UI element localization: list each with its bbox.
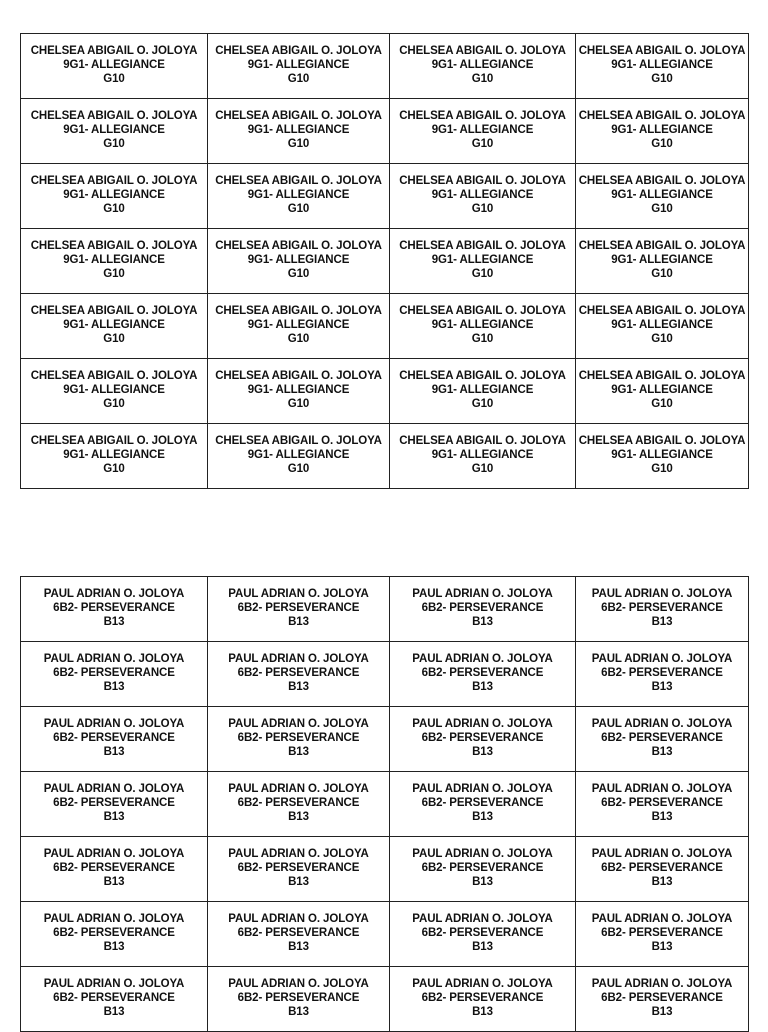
label-section: 9G1- ALLEGIANCE <box>247 319 350 332</box>
label-cell <box>21 642 208 707</box>
label-name: CHELSEA ABIGAIL O. JOLOYA <box>30 110 198 123</box>
label-section: 6B2- PERSEVERANCE <box>601 927 723 940</box>
label-name: CHELSEA ABIGAIL O. JOLOYA <box>30 240 198 253</box>
label-cell <box>208 837 390 902</box>
label-section: 9G1- ALLEGIANCE <box>63 384 165 397</box>
label-code: G10 <box>103 267 125 280</box>
label-cell <box>208 229 390 294</box>
label-name: PAUL ADRIAN O. JOLOYA <box>43 978 185 991</box>
label-cell <box>390 359 576 424</box>
label-name: PAUL ADRIAN O. JOLOYA <box>412 653 553 666</box>
label-section: 9G1- ALLEGIANCE <box>611 124 713 137</box>
label-code: B13 <box>288 940 309 953</box>
label-section: 9G1- ALLEGIANCE <box>247 254 350 267</box>
label-name: PAUL ADRIAN O. JOLOYA <box>591 848 733 861</box>
label-name: PAUL ADRIAN O. JOLOYA <box>412 848 553 861</box>
label-code: B13 <box>288 1005 309 1018</box>
label-code: G10 <box>651 462 673 475</box>
label-cell <box>21 707 208 772</box>
label-section: 9G1- ALLEGIANCE <box>63 319 165 332</box>
label-code: B13 <box>651 875 673 888</box>
label-code: G10 <box>651 332 673 345</box>
label-section: 6B2- PERSEVERANCE <box>601 797 723 810</box>
label-section: 6B2- PERSEVERANCE <box>53 732 175 745</box>
label-name: CHELSEA ABIGAIL O. JOLOYA <box>578 435 746 448</box>
label-section: 6B2- PERSEVERANCE <box>421 992 544 1005</box>
label-section: 6B2- PERSEVERANCE <box>53 927 175 940</box>
label-cell <box>576 359 749 424</box>
label-name: PAUL ADRIAN O. JOLOYA <box>412 913 553 926</box>
label-section: 6B2- PERSEVERANCE <box>237 992 360 1005</box>
label-section: 9G1- ALLEGIANCE <box>431 319 534 332</box>
label-name: CHELSEA ABIGAIL O. JOLOYA <box>399 240 566 253</box>
label-code: B13 <box>288 680 309 693</box>
label-cell <box>390 34 576 99</box>
label-cell <box>208 359 390 424</box>
label-section: 6B2- PERSEVERANCE <box>53 602 175 615</box>
label-grid <box>21 34 749 489</box>
label-code: G10 <box>103 72 125 85</box>
label-code: G10 <box>103 397 125 410</box>
label-section: 6B2- PERSEVERANCE <box>601 667 723 680</box>
label-name: CHELSEA ABIGAIL O. JOLOYA <box>30 175 198 188</box>
label-row <box>21 707 749 772</box>
label-section: 9G1- ALLEGIANCE <box>63 254 165 267</box>
label-name: PAUL ADRIAN O. JOLOYA <box>228 848 369 861</box>
label-section: 9G1- ALLEGIANCE <box>63 449 165 462</box>
label-code: G10 <box>103 137 125 150</box>
label-code: B13 <box>288 875 309 888</box>
label-section: 9G1- ALLEGIANCE <box>611 254 713 267</box>
label-cell <box>390 707 576 772</box>
label-name: CHELSEA ABIGAIL O. JOLOYA <box>399 305 566 318</box>
label-code: G10 <box>287 462 310 475</box>
label-section: 9G1- ALLEGIANCE <box>611 449 713 462</box>
label-code: G10 <box>651 137 673 150</box>
label-code: G10 <box>287 202 310 215</box>
label-section: 9G1- ALLEGIANCE <box>431 124 534 137</box>
label-cell <box>208 577 390 642</box>
label-name: PAUL ADRIAN O. JOLOYA <box>591 653 733 666</box>
label-row <box>21 294 749 359</box>
label-name: CHELSEA ABIGAIL O. JOLOYA <box>30 435 198 448</box>
label-code: G10 <box>651 397 673 410</box>
label-cell <box>390 642 576 707</box>
label-cell <box>576 642 749 707</box>
label-code: G10 <box>651 267 673 280</box>
label-name: PAUL ADRIAN O. JOLOYA <box>412 978 553 991</box>
label-name: PAUL ADRIAN O. JOLOYA <box>591 783 733 796</box>
label-section: 6B2- PERSEVERANCE <box>421 602 544 615</box>
label-name: PAUL ADRIAN O. JOLOYA <box>591 588 733 601</box>
label-cell <box>576 99 749 164</box>
label-row <box>21 34 749 99</box>
label-name: CHELSEA ABIGAIL O. JOLOYA <box>215 240 382 253</box>
label-section: 9G1- ALLEGIANCE <box>247 449 350 462</box>
label-cell <box>21 902 208 967</box>
label-cell <box>21 229 208 294</box>
label-code: G10 <box>103 332 125 345</box>
label-name: CHELSEA ABIGAIL O. JOLOYA <box>578 305 746 318</box>
label-name: CHELSEA ABIGAIL O. JOLOYA <box>30 305 198 318</box>
label-grid <box>21 577 749 1032</box>
label-name: CHELSEA ABIGAIL O. JOLOYA <box>578 370 746 383</box>
label-section: 9G1- ALLEGIANCE <box>247 59 350 72</box>
label-code: B13 <box>651 680 673 693</box>
label-row <box>21 99 749 164</box>
label-row <box>21 359 749 424</box>
label-section: 9G1- ALLEGIANCE <box>431 59 534 72</box>
label-code: B13 <box>288 615 309 628</box>
label-section: 6B2- PERSEVERANCE <box>421 862 544 875</box>
label-code: B13 <box>651 940 673 953</box>
label-name: PAUL ADRIAN O. JOLOYA <box>228 913 369 926</box>
label-section: 6B2- PERSEVERANCE <box>53 797 175 810</box>
label-section: 9G1- ALLEGIANCE <box>431 189 534 202</box>
label-section: 6B2- PERSEVERANCE <box>601 862 723 875</box>
label-code: B13 <box>651 1005 673 1018</box>
label-sheet-chelsea <box>20 33 749 489</box>
label-name: CHELSEA ABIGAIL O. JOLOYA <box>215 305 382 318</box>
label-section: 6B2- PERSEVERANCE <box>421 797 544 810</box>
label-cell <box>390 424 576 489</box>
label-name: PAUL ADRIAN O. JOLOYA <box>591 718 733 731</box>
label-cell <box>208 164 390 229</box>
label-name: CHELSEA ABIGAIL O. JOLOYA <box>399 175 566 188</box>
label-code: G10 <box>287 397 310 410</box>
label-name: CHELSEA ABIGAIL O. JOLOYA <box>215 45 382 58</box>
label-section: 6B2- PERSEVERANCE <box>237 602 360 615</box>
label-code: B13 <box>651 745 673 758</box>
label-cell <box>390 837 576 902</box>
label-section: 6B2- PERSEVERANCE <box>237 927 360 940</box>
label-cell <box>21 294 208 359</box>
label-code: G10 <box>287 72 310 85</box>
label-cell <box>576 424 749 489</box>
label-name: CHELSEA ABIGAIL O. JOLOYA <box>399 370 566 383</box>
label-code: B13 <box>288 745 309 758</box>
label-cell <box>208 294 390 359</box>
label-cell <box>21 359 208 424</box>
label-name: PAUL ADRIAN O. JOLOYA <box>228 653 369 666</box>
label-name: PAUL ADRIAN O. JOLOYA <box>412 588 553 601</box>
label-name: PAUL ADRIAN O. JOLOYA <box>228 718 369 731</box>
label-cell <box>576 837 749 902</box>
label-cell <box>21 99 208 164</box>
label-name: CHELSEA ABIGAIL O. JOLOYA <box>399 110 566 123</box>
label-name: CHELSEA ABIGAIL O. JOLOYA <box>215 175 382 188</box>
label-code: G10 <box>471 267 494 280</box>
label-name: PAUL ADRIAN O. JOLOYA <box>43 653 185 666</box>
label-name: CHELSEA ABIGAIL O. JOLOYA <box>30 370 198 383</box>
label-cell <box>576 967 749 1032</box>
label-name: PAUL ADRIAN O. JOLOYA <box>43 588 185 601</box>
label-code: G10 <box>287 137 310 150</box>
label-code: B13 <box>472 940 493 953</box>
label-name: PAUL ADRIAN O. JOLOYA <box>43 718 185 731</box>
label-row <box>21 772 749 837</box>
label-cell <box>208 772 390 837</box>
label-section: 6B2- PERSEVERANCE <box>601 732 723 745</box>
label-code: B13 <box>472 810 493 823</box>
label-code: B13 <box>103 875 125 888</box>
label-code: G10 <box>471 332 494 345</box>
label-code: G10 <box>287 267 310 280</box>
label-name: CHELSEA ABIGAIL O. JOLOYA <box>578 45 746 58</box>
label-name: CHELSEA ABIGAIL O. JOLOYA <box>215 110 382 123</box>
label-section: 6B2- PERSEVERANCE <box>421 732 544 745</box>
label-cell <box>208 967 390 1032</box>
label-name: PAUL ADRIAN O. JOLOYA <box>228 588 369 601</box>
label-row <box>21 642 749 707</box>
label-code: G10 <box>471 137 494 150</box>
label-row <box>21 577 749 642</box>
label-cell <box>576 34 749 99</box>
label-name: CHELSEA ABIGAIL O. JOLOYA <box>578 110 746 123</box>
label-section: 6B2- PERSEVERANCE <box>53 992 175 1005</box>
label-name: PAUL ADRIAN O. JOLOYA <box>43 783 185 796</box>
label-code: B13 <box>472 1005 493 1018</box>
label-cell <box>21 34 208 99</box>
label-section: 9G1- ALLEGIANCE <box>611 59 713 72</box>
label-code: G10 <box>471 202 494 215</box>
label-name: PAUL ADRIAN O. JOLOYA <box>591 978 733 991</box>
label-section: 9G1- ALLEGIANCE <box>63 124 165 137</box>
label-section: 9G1- ALLEGIANCE <box>611 189 713 202</box>
label-name: CHELSEA ABIGAIL O. JOLOYA <box>215 435 382 448</box>
label-name: PAUL ADRIAN O. JOLOYA <box>228 783 369 796</box>
label-cell <box>208 99 390 164</box>
label-code: B13 <box>472 680 493 693</box>
label-code: G10 <box>471 462 494 475</box>
label-cell <box>21 164 208 229</box>
label-section: 9G1- ALLEGIANCE <box>63 59 165 72</box>
label-name: PAUL ADRIAN O. JOLOYA <box>228 978 369 991</box>
label-cell <box>208 707 390 772</box>
label-cell <box>390 294 576 359</box>
label-code: B13 <box>103 810 125 823</box>
label-cell <box>21 424 208 489</box>
label-cell <box>21 837 208 902</box>
label-code: B13 <box>103 615 125 628</box>
label-cell <box>208 902 390 967</box>
label-cell <box>390 99 576 164</box>
label-code: B13 <box>103 745 125 758</box>
label-cell <box>208 34 390 99</box>
label-code: G10 <box>103 202 125 215</box>
label-name: PAUL ADRIAN O. JOLOYA <box>412 718 553 731</box>
label-section: 9G1- ALLEGIANCE <box>247 124 350 137</box>
label-cell <box>576 902 749 967</box>
label-cell <box>21 772 208 837</box>
label-code: B13 <box>472 745 493 758</box>
label-cell <box>390 772 576 837</box>
label-name: PAUL ADRIAN O. JOLOYA <box>43 913 185 926</box>
label-name: CHELSEA ABIGAIL O. JOLOYA <box>399 45 566 58</box>
label-row <box>21 229 749 294</box>
label-section: 6B2- PERSEVERANCE <box>53 667 175 680</box>
label-code: B13 <box>288 810 309 823</box>
label-code: G10 <box>651 72 673 85</box>
label-code: G10 <box>103 462 125 475</box>
label-cell <box>390 577 576 642</box>
label-section: 6B2- PERSEVERANCE <box>237 667 360 680</box>
label-section: 6B2- PERSEVERANCE <box>237 797 360 810</box>
label-section: 6B2- PERSEVERANCE <box>421 667 544 680</box>
label-name: CHELSEA ABIGAIL O. JOLOYA <box>399 435 566 448</box>
label-cell <box>390 902 576 967</box>
label-section: 9G1- ALLEGIANCE <box>611 384 713 397</box>
label-cell <box>576 707 749 772</box>
label-cell <box>390 164 576 229</box>
label-section: 6B2- PERSEVERANCE <box>237 732 360 745</box>
label-row <box>21 164 749 229</box>
label-cell <box>576 229 749 294</box>
label-name: PAUL ADRIAN O. JOLOYA <box>591 913 733 926</box>
label-sheet-paul <box>20 576 749 1032</box>
label-code: B13 <box>472 615 493 628</box>
label-row <box>21 837 749 902</box>
label-section: 9G1- ALLEGIANCE <box>247 189 350 202</box>
label-code: G10 <box>287 332 310 345</box>
label-section: 6B2- PERSEVERANCE <box>421 927 544 940</box>
label-section: 9G1- ALLEGIANCE <box>431 449 534 462</box>
label-name: CHELSEA ABIGAIL O. JOLOYA <box>30 45 198 58</box>
label-row <box>21 424 749 489</box>
label-section: 9G1- ALLEGIANCE <box>431 254 534 267</box>
label-code: G10 <box>471 397 494 410</box>
label-row <box>21 967 749 1032</box>
label-code: G10 <box>471 72 494 85</box>
label-section: 6B2- PERSEVERANCE <box>53 862 175 875</box>
label-code: B13 <box>651 810 673 823</box>
label-cell <box>576 294 749 359</box>
label-cell <box>576 577 749 642</box>
label-code: B13 <box>103 940 125 953</box>
label-cell <box>21 577 208 642</box>
label-code: B13 <box>472 875 493 888</box>
label-cell <box>390 229 576 294</box>
label-name: PAUL ADRIAN O. JOLOYA <box>412 783 553 796</box>
label-name: CHELSEA ABIGAIL O. JOLOYA <box>215 370 382 383</box>
label-code: B13 <box>103 1005 125 1018</box>
label-section: 9G1- ALLEGIANCE <box>611 319 713 332</box>
label-name: CHELSEA ABIGAIL O. JOLOYA <box>578 175 746 188</box>
label-cell <box>576 772 749 837</box>
label-section: 6B2- PERSEVERANCE <box>237 862 360 875</box>
label-section: 9G1- ALLEGIANCE <box>431 384 534 397</box>
label-row <box>21 902 749 967</box>
label-section: 6B2- PERSEVERANCE <box>601 602 723 615</box>
label-name: PAUL ADRIAN O. JOLOYA <box>43 848 185 861</box>
label-code: B13 <box>103 680 125 693</box>
label-section: 6B2- PERSEVERANCE <box>601 992 723 1005</box>
label-cell <box>576 164 749 229</box>
label-cell <box>21 967 208 1032</box>
label-cell <box>208 642 390 707</box>
label-section: 9G1- ALLEGIANCE <box>247 384 350 397</box>
label-section: 9G1- ALLEGIANCE <box>63 189 165 202</box>
label-name: CHELSEA ABIGAIL O. JOLOYA <box>578 240 746 253</box>
label-code: B13 <box>651 615 673 628</box>
label-code: G10 <box>651 202 673 215</box>
label-cell <box>208 424 390 489</box>
label-cell <box>390 967 576 1032</box>
